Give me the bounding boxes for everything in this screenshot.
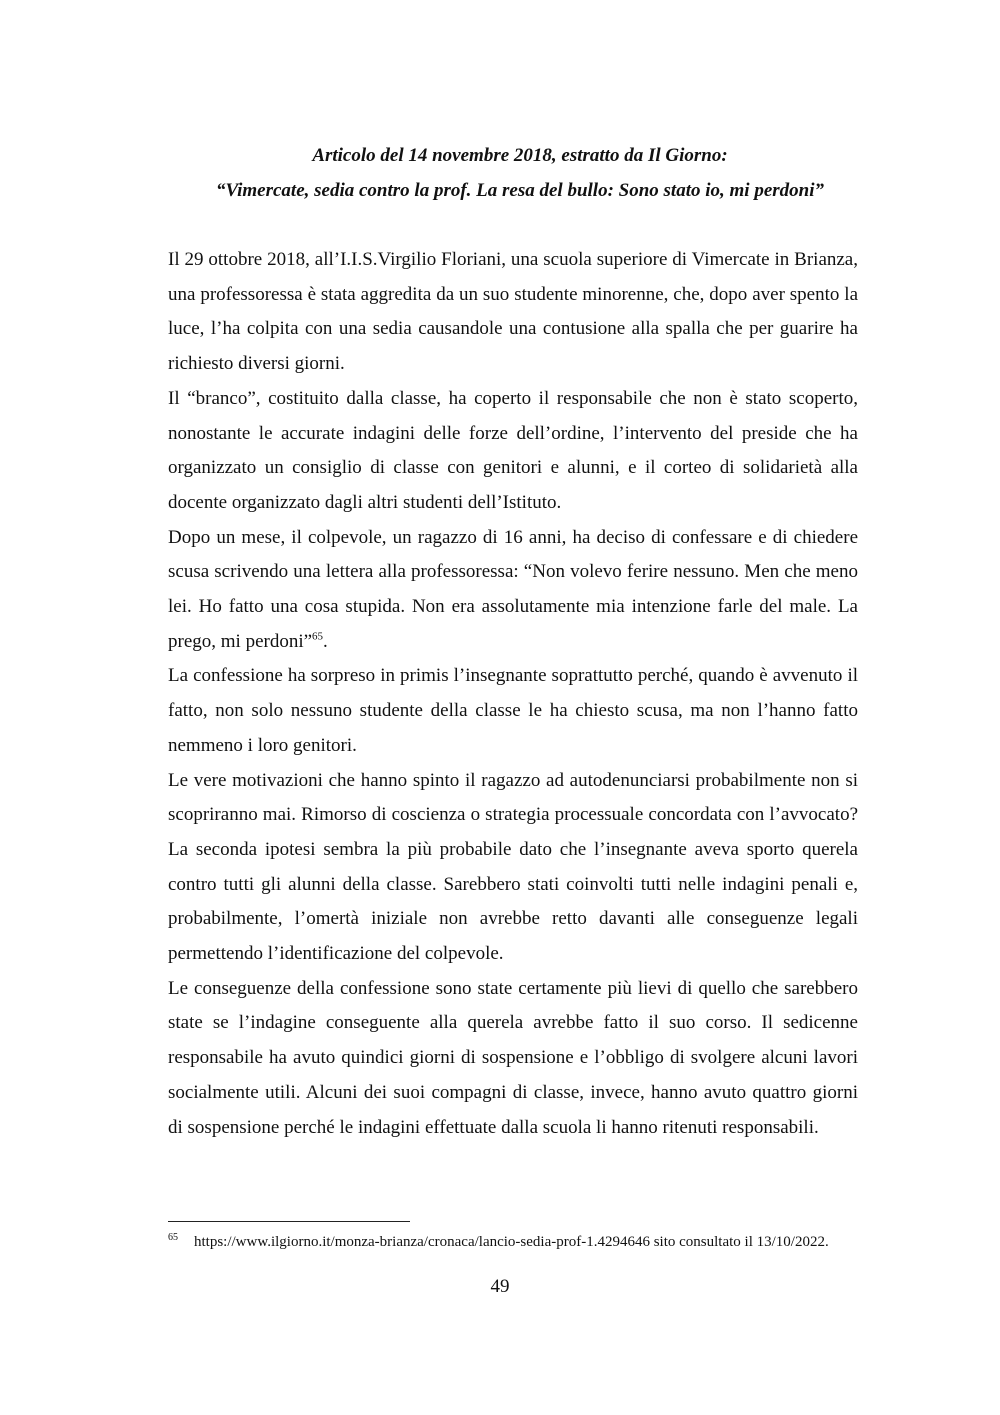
paragraph-3 bbox=[168, 521, 858, 660]
footnote-reference[interactable]: 65 bbox=[312, 630, 324, 643]
paragraph-1: Il 29 ottobre 2018, all’I.I.S.Virgilio Floriani, una scuola superiore di Vimercate in Brianza, una professoressa è stata aggredita da un suo studente minorenne, che, dopo aver spento la luce, l’ha colpita con una sedia causandole una contusione alla spalla che per guarire ha richiesto diversi giorni. bbox=[168, 249, 858, 375]
body-text bbox=[168, 243, 858, 1145]
paragraph-2: Il “branco”, costituito dalla classe, ha coperto il responsabile che non è stato scoperto, nonostante le accurate indagini delle forze dell’ordine, l’intervento del preside che ha organizzato un consiglio di classe con genitori e alunni, e il corteo di solidarietà alla docente organizzato dagli altri studenti dell’Istituto. bbox=[168, 387, 858, 513]
paragraph-3-text: Dopo un mese, il colpevole, un ragazzo di 16 anni, ha deciso di confessare e di chiedere scusa scrivendo una lettera alla professoressa: “Non volevo ferire nessuno. Men che meno lei. Ho fatto una cosa stupida. Non era assolutamente mia intenzione farle del male. La prego, mi perdoni” bbox=[168, 526, 858, 652]
paragraph-4: La confessione ha sorpreso in primis l’insegnante soprattutto perché, quando è avvenuto il fatto, non solo nessuno studente della classe le ha chiesto scusa, ma non l’hanno fatto nemmeno i loro genitori. bbox=[168, 665, 858, 756]
footnote-divider bbox=[168, 1221, 410, 1222]
footnote: 65 https://www.ilgiorno.it/monza-brianza/cronaca/lancio-sedia-prof-1.4294646 sito consultato il 13/10/2022. bbox=[168, 1232, 829, 1250]
article-heading-line-2: “Vimercate, sedia contro la prof. La resa del bullo: Sono stato io, mi perdoni” bbox=[215, 180, 825, 201]
article-heading-line-1: Articolo del 14 novembre 2018, estratto da Il Giorno: bbox=[312, 145, 728, 166]
paragraph-6: Le conseguenze della confessione sono state certamente più lievi di quello che sarebbero state se l’indagine conseguente alla querela avrebbe fatto il suo corso. Il sedicenne responsabile ha avuto quindici giorni di sospensione e l’obbligo di svolgere alcuni lavori socialmente utili. Alcuni dei suoi compagni di classe, invece, hanno avuto quattro giorni di sospensione perché le indagini effettuate dalla scuola li hanno ritenuti responsabili. bbox=[168, 977, 858, 1138]
paragraph-3-end: . bbox=[323, 630, 328, 652]
paragraph-5: Le vere motivazioni che hanno spinto il ragazzo ad autodenunciarsi probabilmente non si scopriranno mai. Rimorso di coscienza o strategia processuale concordata con l’avvocato? La seconda ipotesi sembra la più probabile dato che l’insegnante aveva sporto querela contro tutti gli alunni della classe. Sarebbero stati coinvolti tutti nelle indagini penali e, probabilmente, l’omertà iniziale non avrebbe retto davanti alle conseguenze legali permettendo l’identificazione del colpevole. bbox=[168, 769, 858, 965]
page-number: 49 bbox=[490, 1276, 510, 1297]
footnote-text[interactable]: https://www.ilgiorno.it/monza-brianza/cronaca/lancio-sedia-prof-1.4294646 sito consultato il 13/10/2022. bbox=[194, 1234, 829, 1250]
